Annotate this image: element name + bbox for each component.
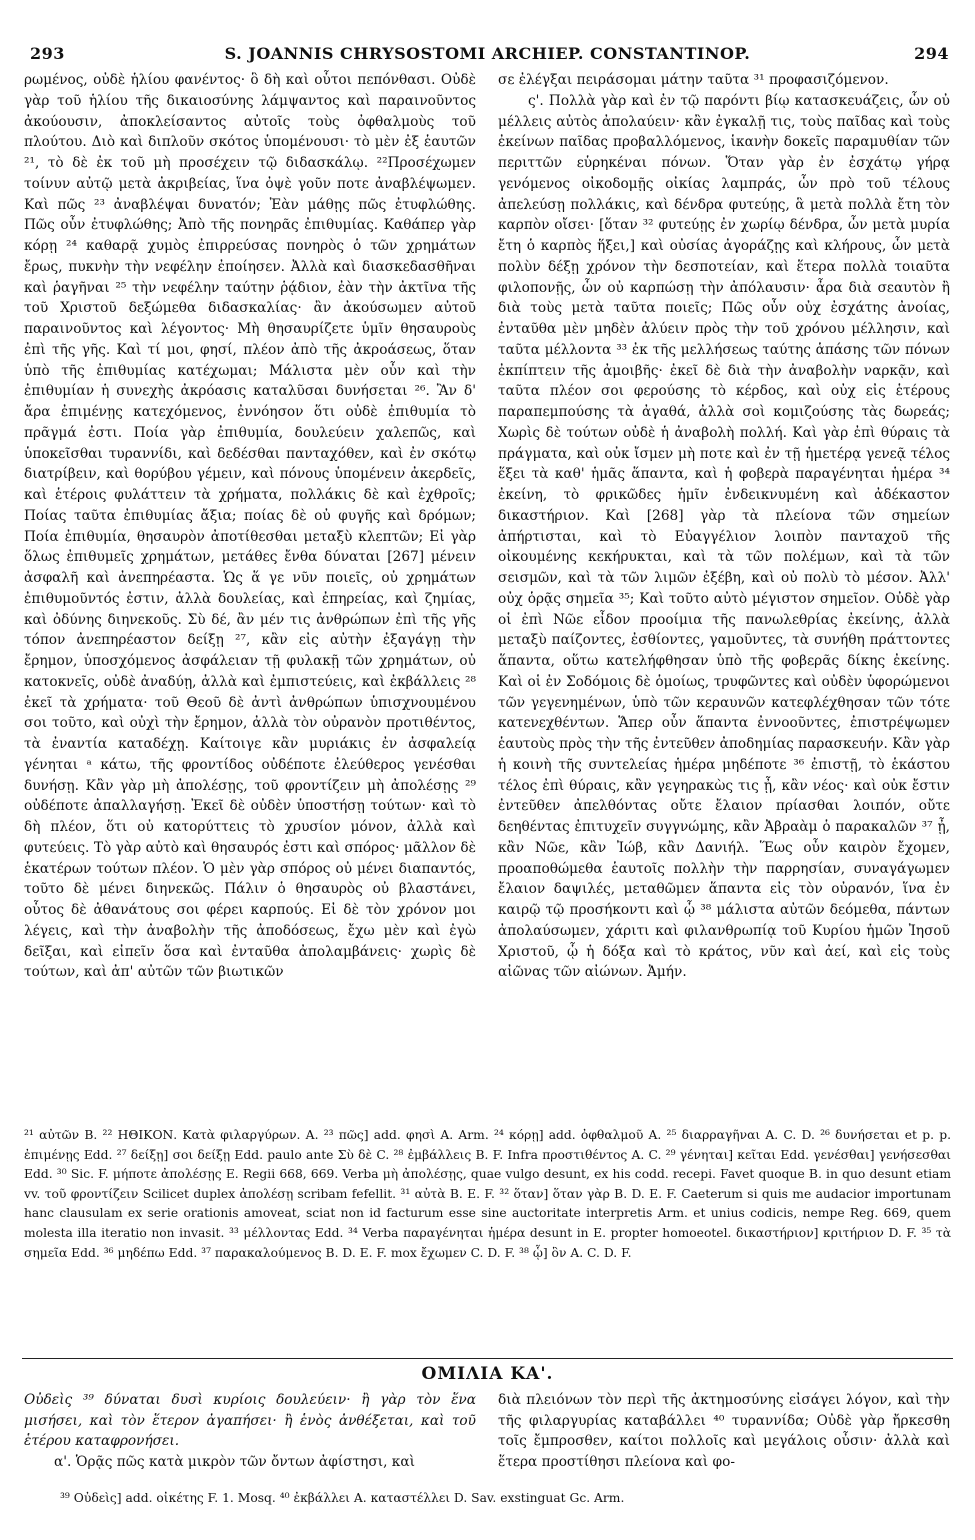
text-column-left <box>24 70 476 1120</box>
text-column-right <box>498 70 950 1120</box>
paragraph: ρωμένος, οὐδὲ ἡλίου φανέντος· ὃ δὴ καὶ οὗτοι πεπόνθασι. Οὐδὲ γὰρ τοῦ ἡλίου τῆς δικαιοσύνης λάμψαντος καὶ παραινοῦντος ἀκούουσιν, ἀποκλείσαντος αὐτοῖς τοὺς ὀφθαλμοὺς τοῦ πλούτου. Διὸ καὶ διπλοῦν σκότος ὑπομένουσι· τὸ μὲν ἐξ ἑαυτῶν ²¹, τὸ δὲ ἐκ τοῦ μὴ προσέχειν τῷ διδασκάλῳ. ²²Προσέχωμεν τοίνυν αὐτῷ μετὰ ἀκριβείας, ἵνα ὀψὲ γοῦν ποτε ἀναβλέψωμεν. Καὶ πῶς ²³ ἀναβλέψαι δυνατόν; Ἐὰν μάθῃς πῶς ἐτυφλώθης. Πῶς οὖν ἐτυφλώθης; Ἀπὸ τῆς πονηρᾶς ἐπιθυμίας. Καθάπερ γὰρ κόρῃ ²⁴ καθαρᾷ χυμὸς ἐπιρρεύσας πονηρὸς ὁ τῶν χρημάτων ἔρως, πυκνὴν τὴν νεφέλην ἐποίησεν. Ἀλλὰ καὶ διασκεδασθῆναι καὶ ῥαγῆναι ²⁵ τὴν νεφέλην ταύτην ῥᾴδιον, ἐὰν τὴν ἀκτῖνα τῆς τοῦ Χριστοῦ δεξώμεθα διδασκαλίας· ἂν ἀκούσωμεν αὐτοῦ παραινοῦντος καὶ λέγοντος· Μὴ θησαυρίζετε ὑμῖν θησαυροὺς ἐπὶ τῆς γῆς. Καὶ τί μοι, φησί, πλέον ἀπὸ τῆς ἀκροάσεως, ὅταν ὑπὸ τῆς ἐπιθυμίας κατέχωμαι; Μάλιστα μὲν οὖν καὶ τὴν ἐπιθυμίαν ἡ συνεχὴς ἀκρόασις καταλῦσαι δυνήσεται ²⁶. Ἂν δ' ἄρα ἐπιμένῃς κατεχόμενος, ἐννόησον ὅτι οὐδὲ ἐπιθυμία τὸ πρᾶγμά ἐστι. Ποία γὰρ ἐπιθυμία, δουλεύειν χαλεπῶς, καὶ ὑποκεῖσθαι τυραννίδι, καὶ δεδέσθαι πανταχόθεν, καὶ ἐν σκότῳ διατρίβειν, καὶ θορύβου γέμειν, καὶ πόνους ὑπομένειν ἀκερδεῖς, καὶ ἑτέροις φυλάττειν τὰ χρήματα, πολλάκις δὲ καὶ ἐχθροῖς; Ποίας ταῦτα ἐπιθυμίας ἄξια; ποίας δὲ οὐ φυγῆς καὶ δρόμων; Ποία ἐπιθυμία, θησαυρὸν ἀποτίθεσθαι μεταξὺ κλεπτῶν; Εἰ γὰρ ὅλως ἐπιθυμεῖς χρημάτων, μετάθες ἔνθα δύναται [267] μένειν ἀσφαλῆ καὶ ἀνεπηρέαστα. Ὡς ἅ γε νῦν ποιεῖς, οὐ χρημάτων ἐπιθυμοῦντός ἐστιν, ἀλλὰ δουλείας, καὶ ἐπηρείας, καὶ ζημίας, καὶ ὀδύνης διηνεκοῦς. Σὺ δέ, ἂν μέν τις ἀνθρώπων ἐπὶ τῆς γῆς τόπον ἀνεπηρέαστον δείξῃ ²⁷, κἂν εἰς αὐτὴν ἐξαγάγῃ τὴν ἔρημον, ὑποσχόμενος ἀσφάλειαν τῇ φυλακῇ τῶν χρημάτων, οὐ κατοκνεῖς, οὐδὲ ἀναδύῃ, ἀλλὰ καὶ ἐμπιστεύεις, καὶ ἐκβάλλεις ²⁸ ἐκεῖ τὰ χρήματα· τοῦ Θεοῦ δὲ ἀντὶ ἀνθρώπων ὑπισχνουμένου σοι τοῦτο, καὶ οὐχὶ τὴν ἔρημον, ἀλλὰ τὸν οὐρανὸν προτιθέντος, τὰ ἐναντία καταδέχῃ. Καίτοιγε κἂν μυριάκις ἐν ἀσφαλείᾳ γένηται ᵃ κάτω, τῆς φροντίδος οὐδέποτε ἐλεύθερος γενέσθαι δυνήσῃ. Κἂν γὰρ μὴ ἀπολέσῃς, τοῦ φροντίζειν μὴ ἀπολέσῃς ²⁹ οὐδέποτε ἀπαλλαγήσῃ. Ἐκεῖ δὲ οὐδὲν ὑποστήσῃ τούτων· καὶ τὸ δὴ πλέον, ὅτι οὐ κατορύττεις τὸ χρυσίον μόνον, ἀλλὰ καὶ φυτεύεις. Τὸ γὰρ αὐτὸ καὶ θησαυρός ἐστι καὶ σπόρος· μᾶλλον δὲ ἑκατέρων τούτων πλέον. Ὁ μὲν γὰρ σπόρος οὐ μένει διαπαντός, τοῦτο δὲ μένει διηνεκῶς. Πάλιν ὁ θησαυρὸς οὐ βλαστάνει, οὗτος δὲ ἀθανάτους σοι φέρει καρπούς. Εἰ δὲ τὸν χρόνον μοι λέγεις, καὶ τὴν ἀναβολὴν τῆς ἀποδόσεως, ἔχω μὲν καὶ ἐγὼ δεῖξαι, καὶ εἰπεῖν ὅσα καὶ ἐνταῦθα ἀπολαμβάνεις· χωρὶς δὲ τούτων, καὶ ἀπ' αὐτῶν τῶν βιωτικῶν <box>24 72 476 981</box>
homily-column-right <box>498 1390 950 1472</box>
page-number-left: 293 <box>30 44 65 63</box>
homily-heading: ΟΜΙΛΙΑ ΚΑ'. <box>421 1364 554 1384</box>
running-head <box>20 44 955 66</box>
running-title: S. JOANNIS CHRYSOSTOMI ARCHIEP. CONSTANTINOP. <box>224 44 751 63</box>
homily-opening: α'. Ὁρᾷς πῶς κατὰ μικρὸν τῶν ὄντων ἀφίστησι, καὶ <box>54 1453 415 1470</box>
homily-column-left <box>24 1390 476 1472</box>
section-divider <box>22 1358 953 1359</box>
page-number-right: 294 <box>914 44 949 63</box>
section-paragraph: ς'. Πολλὰ γὰρ καὶ ἐν τῷ παρόντι βίῳ κατασκευάζεις, ὧν οὐ μέλλεις αὐτὸς ἀπολαύειν· κἂν ἐγκαλῇ τις, τοὺς παῖδας καὶ τοὺς ἐκείνων παῖδας προβαλλόμενος, ἱκανὴν δοκεῖς παραμυθίαν τῶν περιττῶν εὑρηκέναι πόνων. Ὅταν γὰρ ἐν ἐσχάτῳ γήρᾳ γενόμενος οἰκοδομῇς οἰκίας λαμπράς, ὧν πρὸ τοῦ τέλους ἀπελεύσῃ πολλάκις, καὶ δένδρα φυτεύῃς, ἃ μετὰ πολλὰ ἔτη τὸν καρπὸν οἴσει· [ὅταν ³² φυτεύῃς ἐν χωρίῳ δένδρα, ὧν μετὰ μυρία ἔτη ὁ καρπὸς ἥξει,] καὶ οὐσίας ἀγοράζῃς καὶ κλήρους, ὧν μετὰ πολὺν δέξῃ χρόνον τὴν δεσποτείαν, καὶ ἕτερα πολλὰ τοιαῦτα φιλοπονῇς, ὧν οὐ καρπώσῃ τὴν ἀπόλαυσιν· ἆρα διὰ σεαυτὸν ἢ διὰ τοὺς μετὰ ταῦτα ποιεῖς; Πῶς οὖν οὐχ ἐσχάτης ἀνοίας, ἐνταῦθα μὲν μηδὲν ἀλύειν πρὸς τὴν τοῦ χρόνου μέλλησιν, καὶ ταῦτα μέλλοντα ³³ ἐκ τῆς μελλήσεως ταύτης ἁπάσης τῶν πόνων ἐκπίπτειν τῆς ἀμοιβῆς· ἐκεῖ δὲ διὰ τὴν ἀναβολὴν ναρκᾷν, καὶ ταῦτα πλέον σοι φερούσης τὸ κέρδος, καὶ οὐχ εἰς ἑτέρους παραπεμπούσης τὰ ἀγαθά, ἀλλὰ σοὶ κομιζούσης τὰς δωρεάς; Χωρὶς δὲ τούτων οὐδὲ ἡ ἀναβολὴ πολλή. Καὶ γὰρ ἐπὶ θύραις τὰ πράγματα, καὶ οὐκ ἴσμεν μὴ ποτε καὶ ἐν τῇ ἡμετέρᾳ γενεᾷ τέλος ἕξει τὰ καθ' ἡμᾶς ἅπαντα, καὶ ἡ φοβερὰ παραγένηται ἡμέρα ³⁴ ἐκείνη, τὸ φρικῶδες ἡμῖν ἐνδεικνυμένη καὶ ἀδέκαστον δικαστήριον. Καὶ [268] γὰρ τὰ πλείονα τῶν σημείων ἀπήρτισται, καὶ τὸ Εὐαγγέλιον λοιπὸν πανταχοῦ τῆς οἰκουμένης κεκήρυκται, καὶ τὰ τῶν πολέμων, καὶ τὰ τῶν σεισμῶν, καὶ τὰ τῶν λιμῶν ἐξέβη, καὶ οὐ πολὺ τὸ μέσον. Ἀλλ' οὐχ ὁρᾷς σημεῖα ³⁵; Καὶ τοῦτο αὐτὸ μέγιστον σημεῖον. Οὐδὲ γὰρ οἱ ἐπὶ Νῶε εἶδον προοίμια τῆς πανωλεθρίας ἐκείνης, ἀλλὰ μεταξὺ παίζοντες, ἐσθίοντες, γαμοῦντες, τὰ συνήθη πράττοντες ἅπαντα, οὕτω κατελήφθησαν ὑπὸ τῆς φοβερᾶς δίκης ἐκείνης. Καὶ οἱ ἐν Σοδόμοις δὲ ὁμοίως, τρυφῶντες καὶ οὐδὲν ὑφορώμενοι τῶν γεγενημένων, ὑπὸ τῶν κεραυνῶν κατεφλέχθησαν τῶν τότε κατενεχθέντων. Ἅπερ οὖν ἅπαντα ἐννοοῦντες, ἐπιστρέψωμεν ἑαυτοὺς πρὸς τὴν τῆς ἐντεῦθεν ἀποδημίας παρασκευήν. Κἂν γὰρ ἡ κοινὴ τῆς συντελείας ἡμέρα μηδέποτε ³⁶ ἐπιστῇ, τὸ ἑκάστου τέλος ἐπὶ θύραις, κἂν γεγηρακὼς τις ᾖ, κἂν νέος· καὶ οὐκ ἔστιν ἐντεῦθεν ἀπελθόντας οὔτε ἔλαιον πρίασθαι λοιπόν, οὔτε δεηθέντας ἐπιτυχεῖν συγγνώμης, κἂν Ἀβραὰμ ὁ παρακαλῶν ³⁷ ᾖ, κἂν Νῶε, κἂν Ἰώβ, κἂν Δανιήλ. Ἕως οὖν καιρὸν ἔχομεν, προαποθώμεθα ἑαυτοῖς πολλὴν τὴν παρρησίαν, συναγάγωμεν ἔλαιον δαψιλές, μεταθῶμεν ἅπαντα εἰς τὸν οὐρανόν, ἵνα ἐν καιρῷ τῷ προσήκοντι καὶ ᾧ ³⁸ μάλιστα αὐτῶν δεόμεθα, πάντων ἀπολαύσωμεν, χάριτι καὶ φιλανθρωπίᾳ τοῦ Κυρίου ἡμῶν Ἰησοῦ Χριστοῦ, ᾧ ἡ δόξα καὶ τὸ κράτος, νῦν καὶ ἀεί, καὶ εἰς τοὺς αἰῶνας τῶν αἰώνων. Ἀμήν. <box>498 92 950 981</box>
footnotes-homily: ³⁹ Οὐδεὶς] add. οἰκέτης F. 1. Mosq. ⁴⁰ ἐκβάλλει A. καταστέλλει D. Sav. exstinguat Gc. Arm. <box>60 1491 625 1505</box>
homily-continuation: διὰ πλειόνων τὸν περὶ τῆς ἀκτημοσύνης εἰσάγει λόγον, καὶ τὴν τῆς φιλαργυρίας καταβάλλει ⁴⁰ τυραννίδα; Οὐδὲ γὰρ ἤρκεσθη τοῖς ἔμπροσθεν, καίτοι πολλοῖς καὶ μεγάλοις οὖσιν· ἀλλὰ καὶ ἕτερα προστίθησι πλείονα καὶ φο- <box>498 1392 950 1470</box>
footnotes-main <box>24 1126 951 1263</box>
scripture-lemma: Οὐδεὶς ³⁹ δύναται δυσὶ κυρίοις δουλεύειν· ἢ γὰρ τὸν ἕνα μισήσει, καὶ τὸν ἕτερον ἀγαπήσει· ἢ ἑνὸς ἀνθέξεται, καὶ τοῦ ἑτέρου καταφρονήσει. <box>24 1392 476 1449</box>
footnote-text: ²¹ αὐτῶν B. ²² ΗΘΙΚΟΝ. Κατὰ φιλαργύρων. A. ²³ πῶς] add. φησὶ A. Arm. ²⁴ κόρῃ] add. ὀφθαλμοῦ A. ²⁵ διαρραγῆναι A. C. D. ²⁶ δυνήσεται et p. p. ἐπιμένῃς Edd. ²⁷ δείξῃ] σοι δείξῃ Edd. paulo ante Σὺ δὲ C. ²⁸ ἐμβάλλεις B. F. Infra προστιθέντος A. C. ²⁹ γένηται] κεῖται Edd. γενέσθαι] γενήσεσθαι Edd. ³⁰ Sic. F. μήποτε ἀπολέσῃς E. Regii 668, 669. Verba μὴ ἀπολέσῃς, quae vulgo desunt, ex his codd. recepi. Favet quoque B. in quo desunt etiam vv. τοῦ φροντίζειν Scilicet duplex ἀπολέσῃ scribam fefellit. ³¹ αὐτὰ B. E. F. ³² ὅταν] ὅταν γὰρ B. D. E. F. Caeterum si quis me audacior importunam hanc clausulam ex serie orationis amoveat, sciat non id facturum esse sine auctoritate interpretis Arm. et unius codicis, nempe Reg. 669, quem molesta illa iteratio non invasit. ³³ μέλλοντας Edd. ³⁴ Verba παραγένηται ἡμέρα desunt in E. propter homoeotel. δικαστήριον] κριτήριον D. F. ³⁵ τὰ σημεῖα Edd. ³⁶ μηδέπω Edd. ³⁷ παρακαλούμενος B. D. E. F. mox ἔχωμεν C. D. F. ³⁸ ᾧ] ὃν A. C. D. F. <box>24 1128 951 1260</box>
paragraph: σε ἐλέγξαι πειράσομαι μάτην ταῦτα ³¹ προφασιζόμενον. <box>498 72 889 88</box>
